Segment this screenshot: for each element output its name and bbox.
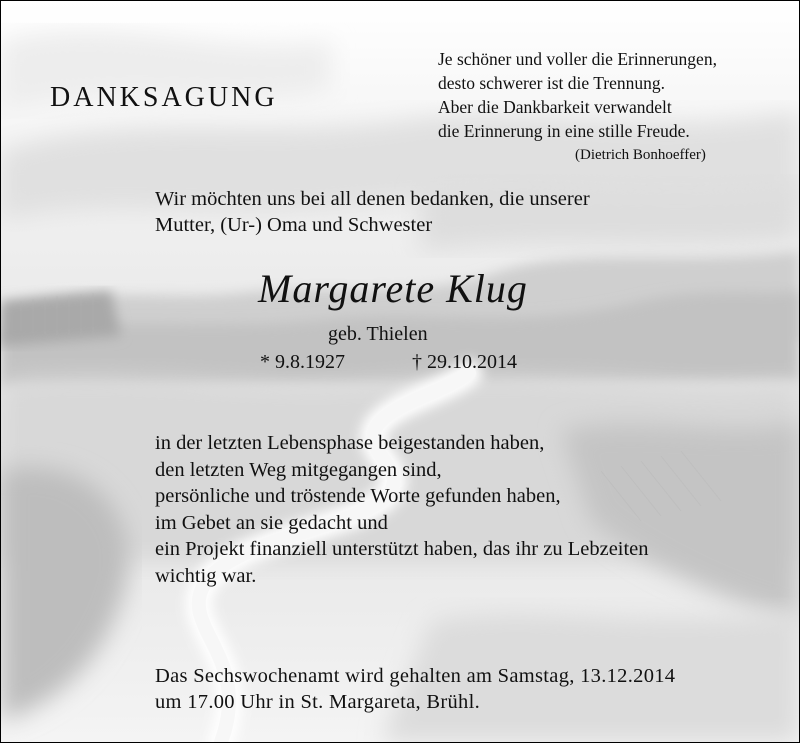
quote-line: desto schwerer ist die Trennung. (438, 73, 665, 93)
thanks-body (155, 430, 649, 589)
intro-line: Wir möchten uns bei all denen bedanken, die unserer (155, 188, 590, 210)
quote-line: die Erinnerung in eine stille Freude. (438, 121, 690, 141)
birth-date: * 9.8.1927 (260, 351, 345, 373)
intro-line: Mutter, (Ur-) Oma und Schwester (155, 214, 433, 236)
intro-text (155, 186, 590, 238)
body-line: persönliche und tröstende Worte gefunden haben, (155, 485, 561, 507)
footer-line: Das Sechswochenamt wird gehalten am Samstag, 13.12.2014 (155, 665, 676, 687)
quote-author: (Dietrich Bonhoeffer) (575, 147, 706, 163)
heading-danksagung: DANKSAGUNG (50, 82, 278, 113)
body-line: im Gebet an sie gedacht und (155, 511, 388, 534)
quote-line: Aber die Dankbarkeit verwandelt (438, 97, 672, 117)
bonhoeffer-quote (438, 47, 717, 143)
body-line: wichtig war. (155, 564, 257, 587)
memorial-mass-notice (155, 663, 675, 715)
body-line: ein Projekt finanziell unterstützt haben, das ihr zu Lebzeiten (155, 538, 649, 560)
death-date: † 29.10.2014 (412, 351, 517, 373)
body-line: in der letzten Lebensphase beigestanden haben, (155, 432, 545, 454)
quote-line: Je schöner und voller die Erinnerungen, (438, 49, 717, 69)
maiden-name: geb. Thielen (328, 323, 428, 345)
body-line: den letzten Weg mitgegangen sind, (155, 458, 442, 481)
footer-line: um 17.00 Uhr in St. Margareta, Brühl. (155, 691, 481, 713)
deceased-name: Margarete Klug (258, 266, 528, 311)
